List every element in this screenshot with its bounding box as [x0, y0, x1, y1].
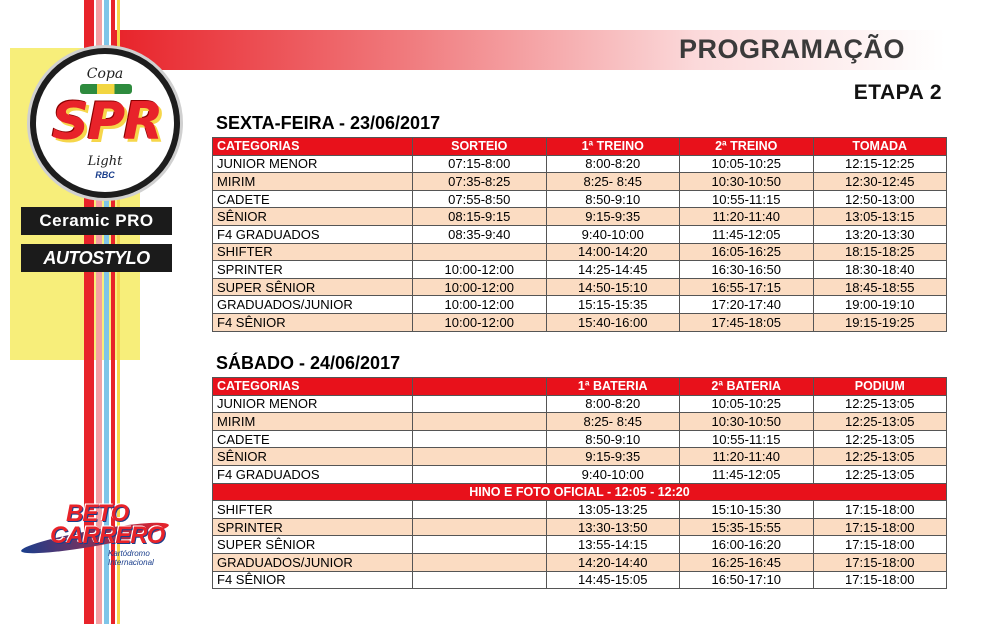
time-cell: 10:55-11:15	[680, 430, 814, 448]
column-header: 1ª TREINO	[546, 138, 680, 156]
time-cell: 13:05-13:25	[546, 501, 680, 519]
time-cell	[413, 243, 547, 261]
time-cell: 14:00-14:20	[546, 243, 680, 261]
time-cell: 12:25-13:05	[813, 395, 947, 413]
time-cell	[413, 465, 547, 483]
time-cell: 14:20-14:40	[546, 553, 680, 571]
time-cell: 11:45-12:05	[680, 465, 814, 483]
time-cell: 16:00-16:20	[680, 536, 814, 554]
time-cell: 12:25-13:05	[813, 430, 947, 448]
time-cell: 9:15-9:35	[546, 448, 680, 466]
category-cell: MIRIM	[213, 173, 413, 191]
table-row	[213, 225, 947, 243]
friday-heading: SEXTA-FEIRA - 23/06/2017	[216, 113, 441, 133]
table-row	[213, 413, 947, 431]
time-cell: 15:40-16:00	[546, 313, 680, 331]
time-cell: 15:15-15:35	[546, 296, 680, 314]
time-cell: 17:15-18:00	[813, 518, 947, 536]
table-row	[213, 208, 947, 226]
category-cell: SUPER SÊNIOR	[213, 536, 413, 554]
table-row	[213, 278, 947, 296]
table-header-row	[213, 138, 947, 156]
logo-text-line2: CARRERO	[50, 522, 165, 549]
time-cell: 13:55-14:15	[546, 536, 680, 554]
banner-row	[213, 483, 947, 501]
time-cell: 8:00-8:20	[546, 155, 680, 173]
table-row	[213, 243, 947, 261]
table-row	[213, 536, 947, 554]
time-cell: 07:55-8:50	[413, 190, 547, 208]
category-cell: SPRINTER	[213, 518, 413, 536]
time-cell: 10:00-12:00	[413, 278, 547, 296]
anthem-photo-banner: HINO E FOTO OFICIAL - 12:05 - 12:20	[213, 483, 947, 501]
category-cell: SHIFTER	[213, 243, 413, 261]
category-cell: F4 SÊNIOR	[213, 571, 413, 589]
category-cell: JUNIOR MENOR	[213, 155, 413, 173]
time-cell: 12:25-13:05	[813, 413, 947, 431]
time-cell: 8:50-9:10	[546, 430, 680, 448]
column-header: 2ª TREINO	[680, 138, 814, 156]
time-cell: 07:15-8:00	[413, 155, 547, 173]
time-cell: 10:00-12:00	[413, 261, 547, 279]
table-row	[213, 190, 947, 208]
time-cell: 15:35-15:55	[680, 518, 814, 536]
time-cell: 11:20-11:40	[680, 448, 814, 466]
time-cell: 15:10-15:30	[680, 501, 814, 519]
column-header: TOMADA	[813, 138, 947, 156]
time-cell: 13:30-13:50	[546, 518, 680, 536]
time-cell: 07:35-8:25	[413, 173, 547, 191]
time-cell: 19:00-19:10	[813, 296, 947, 314]
time-cell: 8:00-8:20	[546, 395, 680, 413]
time-cell: 19:15-19:25	[813, 313, 947, 331]
table-row	[213, 553, 947, 571]
table-row	[213, 395, 947, 413]
table-row	[213, 465, 947, 483]
time-cell: 12:25-13:05	[813, 465, 947, 483]
category-cell: SPRINTER	[213, 261, 413, 279]
category-cell: GRADUADOS/JUNIOR	[213, 296, 413, 314]
logo-rbc-text: RBC	[95, 170, 115, 180]
category-cell: F4 SÊNIOR	[213, 313, 413, 331]
time-cell: 13:20-13:30	[813, 225, 947, 243]
category-cell: CADETE	[213, 190, 413, 208]
table-row	[213, 448, 947, 466]
time-cell: 16:55-17:15	[680, 278, 814, 296]
time-cell	[413, 430, 547, 448]
time-cell	[413, 448, 547, 466]
table-row	[213, 173, 947, 191]
table-row	[213, 296, 947, 314]
time-cell: 10:55-11:15	[680, 190, 814, 208]
category-cell: CADETE	[213, 430, 413, 448]
time-cell: 11:20-11:40	[680, 208, 814, 226]
table-row	[213, 261, 947, 279]
table-row	[213, 430, 947, 448]
category-cell: SÊNIOR	[213, 208, 413, 226]
time-cell: 10:05-10:25	[680, 155, 814, 173]
logo-subtitle-line2: Internacional	[108, 558, 154, 567]
time-cell: 8:25- 8:45	[546, 173, 680, 191]
time-cell: 11:45-12:05	[680, 225, 814, 243]
saturday-schedule-table	[212, 377, 947, 589]
time-cell: 16:05-16:25	[680, 243, 814, 261]
time-cell: 10:30-10:50	[680, 173, 814, 191]
time-cell: 14:50-15:10	[546, 278, 680, 296]
logo-subtitle-line1: Kartódromo	[108, 549, 150, 558]
time-cell: 8:50-9:10	[546, 190, 680, 208]
time-cell: 16:50-17:10	[680, 571, 814, 589]
time-cell: 12:25-13:05	[813, 448, 947, 466]
time-cell: 08:35-9:40	[413, 225, 547, 243]
page-title: PROGRAMAÇÃO	[679, 34, 905, 64]
time-cell: 12:15-12:25	[813, 155, 947, 173]
time-cell: 10:00-12:00	[413, 296, 547, 314]
category-cell: GRADUADOS/JUNIOR	[213, 553, 413, 571]
category-cell: F4 GRADUADOS	[213, 225, 413, 243]
logo-text-line1: BETO	[66, 500, 129, 527]
category-cell: JUNIOR MENOR	[213, 395, 413, 413]
time-cell: 16:30-16:50	[680, 261, 814, 279]
table-row	[213, 501, 947, 519]
time-cell: 10:05-10:25	[680, 395, 814, 413]
column-header: CATEGORIAS	[213, 378, 413, 396]
time-cell: 18:45-18:55	[813, 278, 947, 296]
logo-subtitle	[108, 549, 154, 567]
column-header: CATEGORIAS	[213, 138, 413, 156]
time-cell: 16:25-16:45	[680, 553, 814, 571]
time-cell: 10:30-10:50	[680, 413, 814, 431]
friday-schedule-table	[212, 137, 947, 332]
time-cell: 17:15-18:00	[813, 571, 947, 589]
category-cell: F4 GRADUADOS	[213, 465, 413, 483]
time-cell: 17:15-18:00	[813, 553, 947, 571]
table-row	[213, 155, 947, 173]
time-cell: 9:40-10:00	[546, 225, 680, 243]
time-cell	[413, 518, 547, 536]
stage-label: ETAPA 2	[853, 81, 942, 104]
time-cell: 10:00-12:00	[413, 313, 547, 331]
time-cell	[413, 536, 547, 554]
time-cell: 17:20-17:40	[680, 296, 814, 314]
time-cell: 17:15-18:00	[813, 501, 947, 519]
saturday-heading: SÁBADO - 24/06/2017	[216, 353, 401, 373]
time-cell	[413, 571, 547, 589]
time-cell: 12:30-12:45	[813, 173, 947, 191]
column-header	[413, 378, 547, 396]
time-cell: 9:40-10:00	[546, 465, 680, 483]
table-row	[213, 518, 947, 536]
category-cell: SHIFTER	[213, 501, 413, 519]
time-cell: 08:15-9:15	[413, 208, 547, 226]
time-cell: 12:50-13:00	[813, 190, 947, 208]
time-cell	[413, 553, 547, 571]
time-cell: 14:45-15:05	[546, 571, 680, 589]
category-cell: SUPER SÊNIOR	[213, 278, 413, 296]
table-row	[213, 571, 947, 589]
sponsor-autostylo-logo: AUTOSTYLO	[21, 244, 172, 272]
time-cell: 17:45-18:05	[680, 313, 814, 331]
sponsor-ceramic-pro-logo: Ceramic PRO	[21, 207, 172, 235]
column-header: PODIUM	[813, 378, 947, 396]
time-cell: 18:15-18:25	[813, 243, 947, 261]
logo-spr-mark: SPR	[51, 92, 162, 152]
time-cell	[413, 501, 547, 519]
logo-light-text: Light	[87, 154, 123, 169]
copa-spr-logo	[30, 48, 180, 198]
logo-copa-text: Copa	[86, 66, 124, 82]
table-row	[213, 313, 947, 331]
beto-carrero-logo	[20, 494, 180, 574]
category-cell: MIRIM	[213, 413, 413, 431]
time-cell: 14:25-14:45	[546, 261, 680, 279]
column-header: 1ª BATERIA	[546, 378, 680, 396]
time-cell: 9:15-9:35	[546, 208, 680, 226]
column-header: SORTEIO	[413, 138, 547, 156]
column-header: 2ª BATERIA	[680, 378, 814, 396]
table-header-row	[213, 378, 947, 396]
time-cell: 8:25- 8:45	[546, 413, 680, 431]
time-cell: 13:05-13:15	[813, 208, 947, 226]
time-cell	[413, 395, 547, 413]
time-cell: 18:30-18:40	[813, 261, 947, 279]
category-cell: SÊNIOR	[213, 448, 413, 466]
time-cell	[413, 413, 547, 431]
time-cell: 17:15-18:00	[813, 536, 947, 554]
